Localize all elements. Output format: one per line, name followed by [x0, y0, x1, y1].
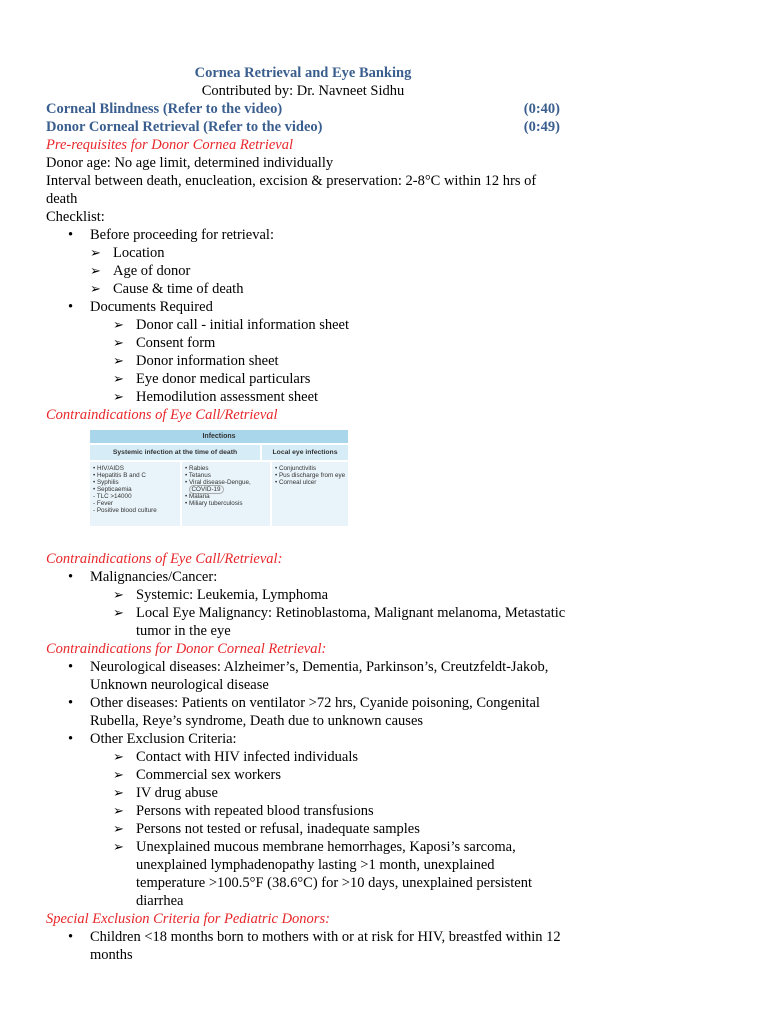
figure-text: COVID-19	[189, 485, 224, 494]
video-label: Corneal Blindness (Refer to the video)	[46, 101, 283, 117]
document-body	[46, 100, 566, 964]
figure-text: • Pus discharge from eye	[275, 472, 346, 479]
list-item: ➢ Persons with repeated blood transfusions	[46, 802, 566, 820]
list-item: • Documents Required	[46, 298, 566, 316]
figure-text: • Corneal ulcer	[275, 479, 317, 486]
figure-title: Infections	[90, 430, 348, 443]
list-item: ➢ Age of donor	[46, 262, 566, 280]
list-item: • Other diseases: Patients on ventilator >72 hrs, Cyanide poisoning, Congenital Rubella, Reye’s syndrome, Death due to unknown causes	[46, 694, 566, 730]
figure-text: • Tetanus	[185, 472, 211, 479]
donor-contraindication-list	[46, 658, 566, 910]
list-item: ➢ Systemic: Leukemia, Lymphoma	[46, 586, 566, 604]
list-item: ➢ Donor information sheet	[46, 352, 566, 370]
video-link-corneal-blindness[interactable]	[46, 100, 560, 118]
video-link-donor-retrieval[interactable]	[46, 118, 560, 136]
infections-table-figure	[90, 430, 348, 526]
list-item: • Malignancies/Cancer:	[46, 568, 566, 586]
list-item: ➢ Commercial sex workers	[46, 766, 566, 784]
list-item: • Children <18 months born to mothers with or at risk for HIV, breastfed within 12 months	[46, 928, 566, 964]
video-time: (0:49)	[523, 119, 560, 135]
figure-text: • HIV/AIDS	[93, 465, 124, 472]
figure-text: • Miliary tuberculosis	[185, 500, 243, 507]
checklist	[46, 226, 566, 406]
list-item: ➢ Persons not tested or refusal, inadequate samples	[46, 820, 566, 838]
figure-text-wrap	[185, 486, 267, 493]
figure-text: • Hepatitis B and C	[93, 472, 146, 479]
checklist-label: Checklist:	[46, 209, 105, 225]
figure-text: • Septicaemia	[93, 486, 132, 493]
figure-cell	[272, 462, 348, 526]
malignancy-list	[46, 568, 566, 640]
list-item: • Other Exclusion Criteria:	[46, 730, 566, 748]
figure-text: • Syphilis	[93, 479, 119, 486]
section-heading-donor-contraindications: Contraindications for Donor Corneal Retrieval:	[46, 641, 327, 657]
video-time: (0:40)	[523, 101, 560, 117]
figure-text: • Malaria	[185, 493, 210, 500]
list-item: ➢ Hemodilution assessment sheet	[46, 388, 566, 406]
document-title: Cornea Retrieval and Eye Banking	[194, 65, 412, 81]
section-heading-prerequisites: Pre-requisites for Donor Cornea Retrieval	[46, 137, 294, 153]
figure-text: • Rabies	[185, 465, 209, 472]
section-heading-pediatric: Special Exclusion Criteria for Pediatric Donors:	[46, 911, 330, 927]
list-item: ➢ Local Eye Malignancy: Retinoblastoma, Malignant melanoma, Metastatic tumor in the eye	[46, 604, 566, 640]
list-item: ➢ Contact with HIV infected individuals	[46, 748, 566, 766]
list-item: ➢ Unexplained mucous membrane hemorrhages, Kaposi’s sarcoma, unexplained lymphadenopathy lasting >1 month, unexplained temperature >100.5°F (38.6°C) for >10 days, unexplained persistent diarrhea	[46, 838, 566, 910]
list-item: • Neurological diseases: Alzheimer’s, Dementia, Parkinson’s, Creutzfeldt-Jakob, Unknown neurological disease	[46, 658, 566, 694]
list-item: • Before proceeding for retrieval:	[46, 226, 566, 244]
figure-cell	[182, 462, 270, 526]
figure-col-header: Systemic infection at the time of death	[90, 445, 260, 460]
figure-col-header: Local eye infections	[262, 445, 348, 460]
list-item: ➢ Donor call - initial information sheet	[46, 316, 566, 334]
figure-text: • Conjunctivitis	[275, 465, 317, 472]
section-heading-contraindications-2: Contraindications of Eye Call/Retrieval:	[46, 551, 283, 567]
video-label: Donor Corneal Retrieval (Refer to the video)	[46, 119, 323, 135]
document-subtitle: Contributed by: Dr. Navneet Sidhu	[201, 83, 405, 99]
list-item: ➢ Eye donor medical particulars	[46, 370, 566, 388]
list-item: ➢ Consent form	[46, 334, 566, 352]
section-heading-contraindications: Contraindications of Eye Call/Retrieval	[46, 407, 278, 423]
list-item: ➢ Cause & time of death	[46, 280, 566, 298]
pediatric-list	[46, 928, 566, 964]
figure-cell	[90, 462, 180, 526]
list-item: ➢ Location	[46, 244, 566, 262]
figure-text: - Fever	[93, 500, 113, 507]
donor-age-text: Donor age: No age limit, determined individually	[46, 155, 334, 171]
list-item: ➢ IV drug abuse	[46, 784, 566, 802]
figure-text: - Positive blood culture	[93, 507, 157, 514]
figure-text: - TLC >14000	[93, 493, 132, 500]
interval-text: Interval between death, enucleation, excision & preservation: 2-8°C within 12 hrs of death	[46, 173, 537, 207]
figure-text: • Viral disease-Dengue,	[185, 479, 251, 486]
